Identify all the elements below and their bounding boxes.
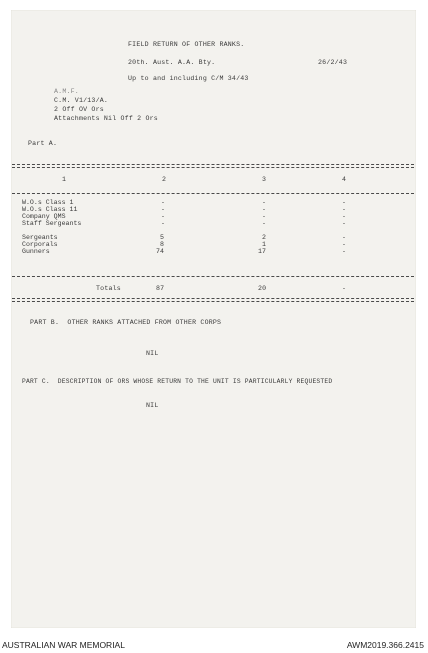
part-a-label: Part A. [28,140,58,147]
col3-cell: - [262,220,266,227]
part-b-label: PART B. OTHER RANKS ATTACHED FROM OTHER CORPS [30,319,222,326]
col-header-3: 3 [262,176,267,183]
col3-cell: 2 [262,234,266,241]
rank-label: Corporals [22,241,58,248]
footer-institution: AUSTRALIAN WAR MEMORIAL [2,640,125,650]
table-rule-bottom-1 [12,298,414,299]
col2-cell: 8 [160,241,164,248]
table-rule-header [12,193,414,194]
admin-line-4: Attachments Nil Off 2 Ors [54,115,158,122]
col4-cell: - [342,220,346,227]
footer-accession-number: AWM2019.366.2415 [346,640,424,650]
part-c-label: PART C. DESCRIPTION OF ORS WHOSE RETURN TO THE UNIT IS PARTICULARLY REQUESTED [22,378,333,385]
table-rule-totals-top [12,276,414,277]
table-rule-top-2 [12,167,414,168]
admin-line-2: C.M. V1/13/A. [54,97,109,104]
col2-cell: 74 [156,248,164,255]
col2-cell: - [161,220,165,227]
part-b-value: NIL [146,350,159,357]
col3-cell: - [262,199,266,206]
col3-cell: 17 [258,248,266,255]
total-col3: 20 [258,285,267,292]
rank-label: Company QMS [22,213,66,220]
col4-cell: - [342,234,346,241]
col3-cell: - [262,206,266,213]
col4-cell: - [342,213,346,220]
col2-cell: - [161,206,165,213]
col2-cell: - [161,213,165,220]
col-header-1: 1 [62,176,67,183]
rank-label: Sergeants [22,234,58,241]
document-title: FIELD RETURN OF OTHER RANKS. [128,41,245,48]
totals-label: Totals [96,285,121,292]
col4-cell: - [342,241,346,248]
part-c-value: NIL [146,402,159,409]
table-rule-bottom-2 [12,301,414,302]
total-col4: - [342,285,347,292]
total-col2: 87 [156,285,165,292]
rank-label: W.O.s Class 11 [22,206,78,213]
col4-cell: - [342,206,346,213]
col-header-2: 2 [162,176,167,183]
period-line: Up to and including C/M 34/43 [128,75,249,82]
unit-name: 20th. Aust. A.A. Bty. [128,59,216,66]
rank-label: Staff Sergeants [22,220,82,227]
col3-cell: 1 [262,241,266,248]
rank-label: Gunners [22,248,50,255]
document-date: 26/2/43 [318,59,348,66]
table-rule-top-1 [12,164,414,165]
rank-label: W.O.s Class 1 [22,199,74,206]
col2-cell: 5 [160,234,164,241]
col2-cell: - [161,199,165,206]
admin-line-1: A.M.F. [54,88,79,95]
admin-line-3: 2 Off OV Ors [54,106,104,113]
col4-cell: - [342,248,346,255]
col3-cell: - [262,213,266,220]
col4-cell: - [342,199,346,206]
col-header-4: 4 [342,176,347,183]
